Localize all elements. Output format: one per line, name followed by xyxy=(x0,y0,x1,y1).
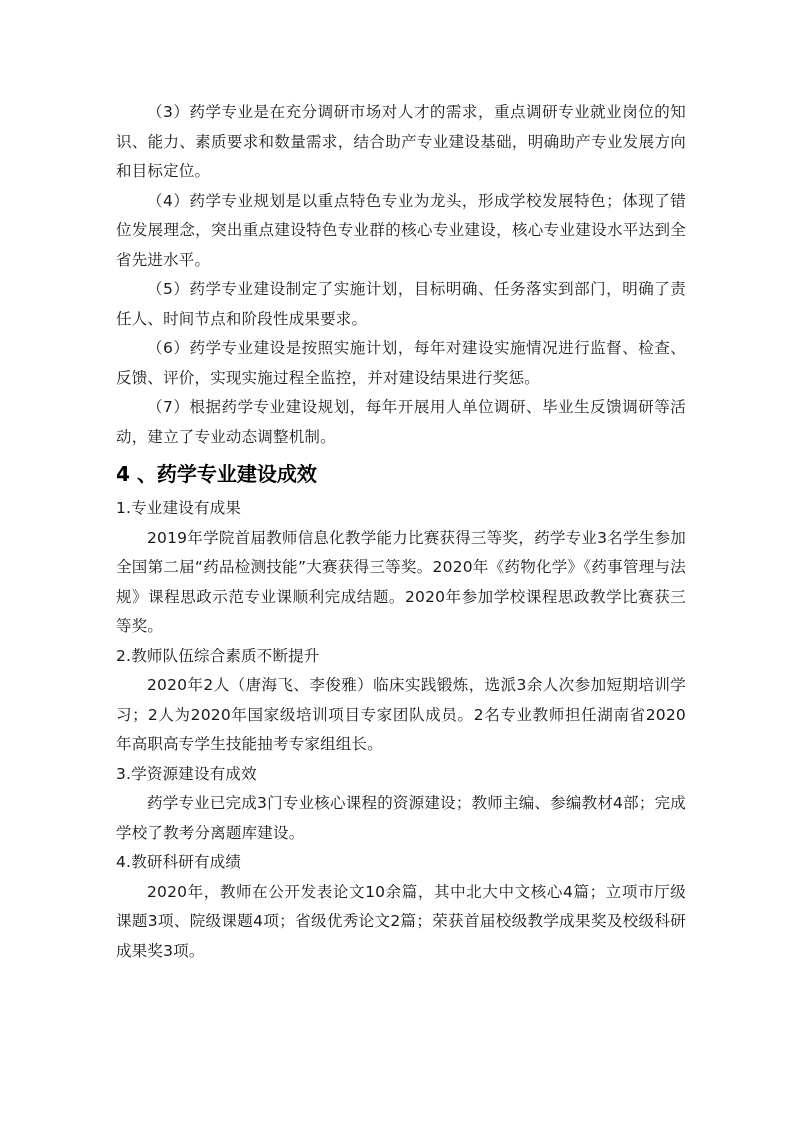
subsection-title-2: 2.教师队伍综合素质不断提升 xyxy=(116,646,320,665)
section-heading: 4 、药学专业建设成效 xyxy=(116,462,317,486)
page-content xyxy=(116,98,686,966)
paragraph-item-3: （3）药学专业是在充分调研市场对人才的需求，重点调研专业就业岗位的知识、能力、素质要求和数量需求，结合助产专业建设基础，明确助产专业发展方向和目标定位。 xyxy=(116,103,686,180)
subsection-title-1: 1.专业建设有成果 xyxy=(116,499,242,517)
paragraph-item-5: （5）药学专业建设制定了实施计划，目标明确、任务落实到部门，明确了责任人、时间节点和阶段性成果要求。 xyxy=(116,280,686,328)
paragraph-item-7: （7）根据药学专业建设规划，每年开展用人单位调研、毕业生反馈调研等活动，建立了专业动态调整机制。 xyxy=(116,398,686,446)
subsection-body-3: 药学专业已完成3门专业核心课程的资源建设；教师主编、参编教材4部；完成学校了教考分离题库建设。 xyxy=(116,794,686,842)
subsection-title-3: 3.学资源建设有成效 xyxy=(116,764,257,783)
subsection-body-2: 2020年2人（唐海飞、李俊雅）临床实践锻炼，选派3余人次参加短期培训学习；2人为2020年国家级培训项目专家团队成员。2名专业教师担任湖南省2020年高职高专学生技能抽考专家组组长。 xyxy=(116,676,686,753)
subsection-body-1: 2019年学院首届教师信息化教学能力比赛获得三等奖，药学专业3名学生参加全国第二届“药品检测技能”大赛获得三等奖。2020年《药物化学》《药事管理与法规》课程思政示范专业课顺利完成结题。2020年参加学校课程思政教学比赛获三等奖。 xyxy=(116,528,686,635)
subsection-title-4: 4.教研科研有成绩 xyxy=(116,853,242,871)
paragraph-item-6: （6）药学专业建设是按照实施计划，每年对建设实施情况进行监督、检查、反馈、评价，实现实施过程全监控，并对建设结果进行奖惩。 xyxy=(116,339,686,387)
subsection-body-4: 2020年，教师在公开发表论文10余篇，其中北大中文核心4篇；立项市厅级课题3项、院级课题4项；省级优秀论文2篇；荣获首届校级教学成果奖及校级科研成果奖3项。 xyxy=(116,882,686,960)
paragraph-item-4: （4）药学专业规划是以重点特色专业为龙头，形成学校发展特色；体现了错位发展理念，突出重点建设特色专业群的核心专业建设，核心专业建设水平达到全省先进水平。 xyxy=(116,191,686,269)
